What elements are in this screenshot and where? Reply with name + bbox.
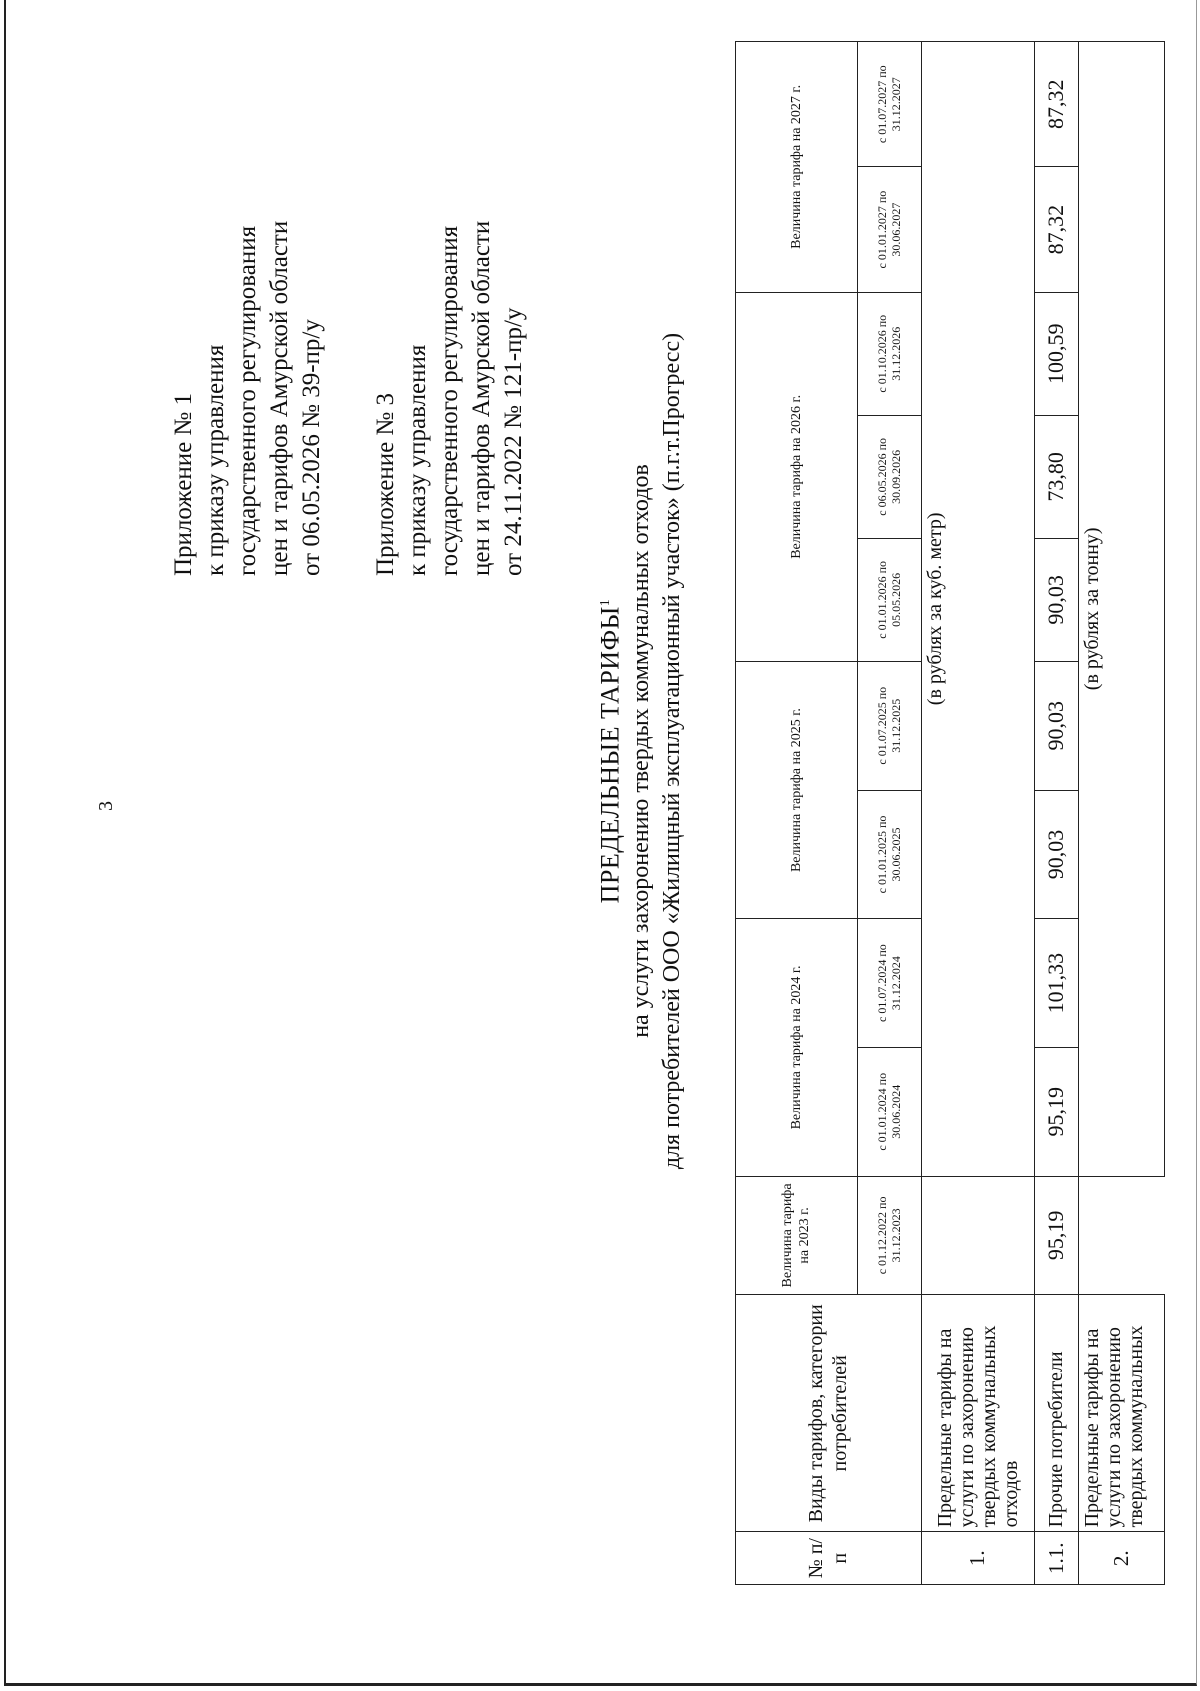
period-cell: с 01.07.2025 по 31.12.2025 [857,661,921,790]
row-category: Предельные тарифы на услуги по захоронению твердых коммунальных отходов [921,1295,1034,1532]
period-cell: с 01.01.2025 по 30.06.2025 [857,790,921,919]
period-cell: с 01.10.2026 по 31.12.2026 [857,292,921,415]
unit-label: (в рублях за тонну) [1078,42,1164,1177]
table-row [1078,42,1164,1585]
appendix-1-line: цен и тарифов Амурской области [266,220,293,576]
tariff-table [735,41,1165,1585]
tariff-value: 101,33 [1034,919,1078,1048]
page-number: 3 [95,801,117,811]
unit-label: (в рублях за куб. метр) [921,42,1034,1177]
period-cell: с 01.01.2027 по 30.06.2027 [857,167,921,292]
table-row [921,42,1034,1585]
appendix-1-line: Приложение № 1 [170,392,197,576]
appendix-1-line: к приказу управления [202,344,229,576]
period-cell: с 01.01.2026 по 05.05.2026 [857,538,921,661]
header-year-2024: Величина тарифа на 2024 г. [736,919,858,1176]
appendix-3-line: к приказу управления [404,344,431,576]
tariff-value: 100,59 [1034,292,1078,415]
document-subtitle: на услуги захоронению твердых коммунальных отходов [627,464,654,1038]
appendix-3-block [370,221,530,576]
header-year-2027: Величина тарифа на 2027 г. [736,42,858,293]
tariff-value: 87,32 [1034,42,1078,167]
period-cell: с 01.12.2022 по 31.12.2023 [857,1176,921,1295]
tariff-value: 95,19 [1034,1176,1078,1295]
tariff-value: 90,03 [1034,538,1078,661]
period-cell: с 06.05.2026 по 30.09.2026 [857,415,921,538]
tariff-value: 95,19 [1034,1047,1078,1176]
document-subtitle-consumers: для потребителей ООО «Жилищный эксплуатационный участок» (п.г.т.Прогресс) [658,332,685,1170]
period-cell: с 01.07.2024 по 31.12.2024 [857,919,921,1048]
tariff-value: 90,03 [1034,661,1078,790]
appendix-3-line: Приложение № 3 [372,392,399,576]
row-num: 1.1. [1034,1532,1078,1585]
row-num: 1. [921,1532,1034,1585]
document-title-text: ПРЕДЕЛЬНЫЕ ТАРИФЫ [595,606,625,904]
header-num: № п/п [736,1532,922,1585]
appendix-3-line: от 24.11.2022 № 121-пр/у [500,307,527,576]
period-cell: с 01.07.2027 по 31.12.2027 [857,42,921,167]
tariff-value: 90,03 [1034,790,1078,919]
row-category: Прочие потребители [1034,1295,1078,1532]
header-category: Виды тарифов, категории потребителей [736,1295,922,1532]
table-row [1034,42,1078,1585]
appendix-1-line: от 06.05.2026 № 39-пр/у [298,319,325,576]
row-category: Предельные тарифы на услуги по захоронению твердых коммунальных [1078,1295,1164,1532]
tariff-value: 87,32 [1034,167,1078,292]
appendix-1-line: государственного регулирования [234,225,261,576]
header-year-2025: Величина тарифа на 2025 г. [736,661,858,918]
row-num: 2. [1078,1532,1164,1585]
header-year-2026: Величина тарифа на 2026 г. [736,292,858,661]
document-title [590,0,626,1531]
title-block [590,0,688,1531]
header-year-2023: Величина тарифа на 2023 г. [736,1176,858,1295]
appendix-3-line: государственного регулирования [436,225,463,576]
table-header-row [736,42,858,1585]
footnote-mark: 1 [598,598,613,607]
period-cell: с 01.01.2024 по 30.06.2024 [857,1047,921,1176]
tariff-value: 73,80 [1034,415,1078,538]
appendix-3-line: цен и тарифов Амурской области [468,220,495,576]
appendix-1-block [168,221,328,576]
